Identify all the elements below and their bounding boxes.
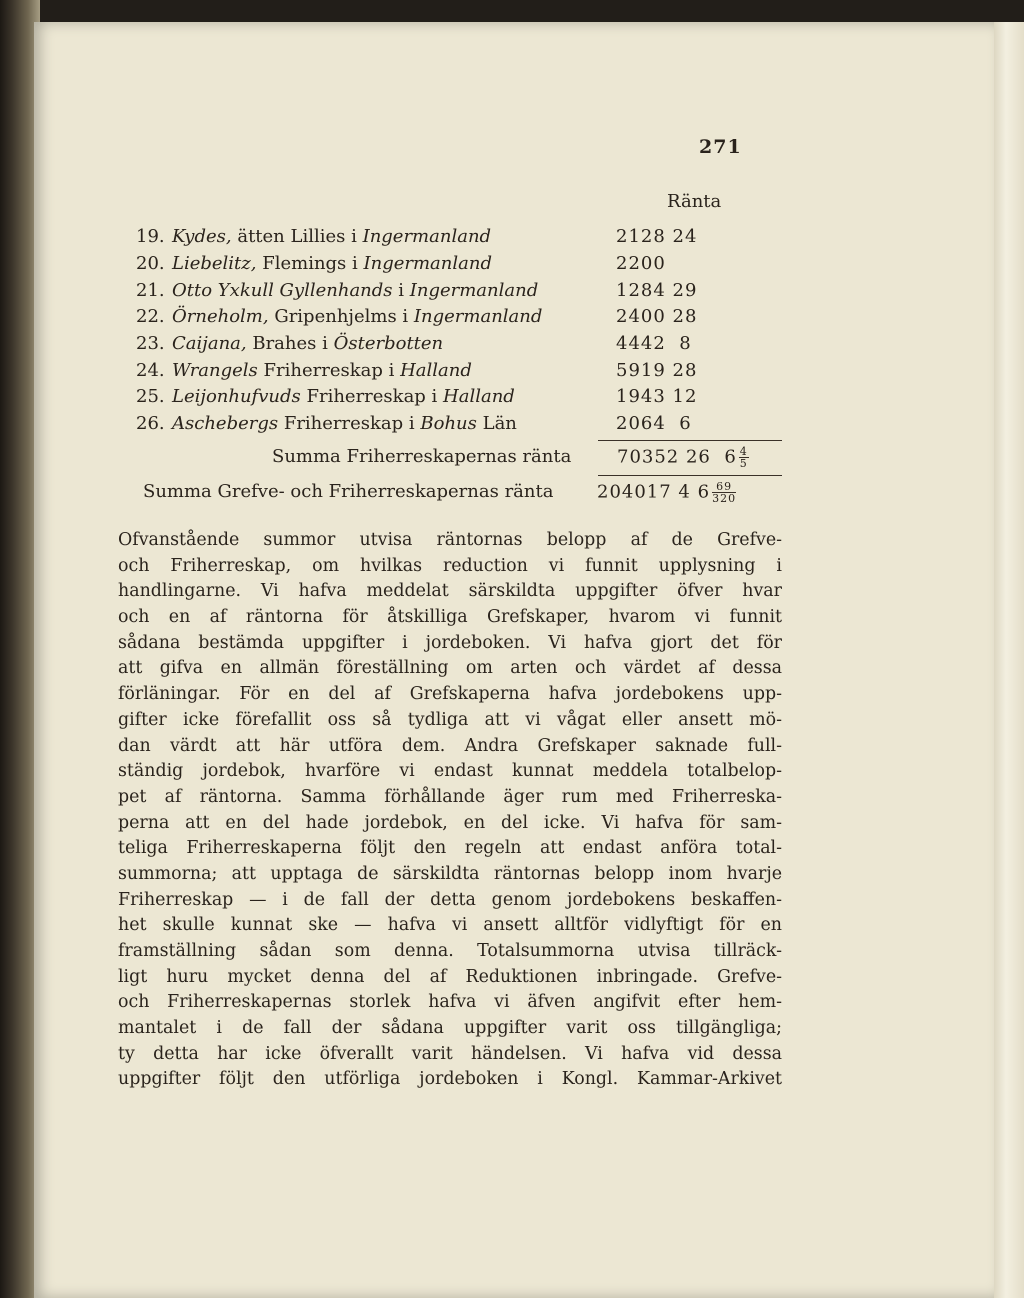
entry-name-italic: Aschebergs: [172, 413, 279, 434]
paragraph-line: framställning sådan som denna. Totalsummorna utvisa tillräck-: [118, 941, 782, 961]
entry-ranta-value: 2128 24: [616, 226, 698, 247]
entry-name-italic: Örneholm,: [172, 306, 269, 327]
paragraph-line: pet af räntorna. Samma förhållande äger rum med Friherreska-: [118, 786, 782, 807]
entry-place: Halland: [443, 386, 515, 407]
paragraph-line: perna att en del hade jordebok, en del icke. Vi hafva för sam-: [118, 812, 782, 833]
paragraph-line: mantalet i de fall der sådana uppgifter varit oss tillgängliga;: [118, 1018, 782, 1039]
entry-place-suffix: Län: [476, 413, 517, 434]
sum-total-label: Summa Grefve- och Friherreskapernas ränta: [143, 481, 554, 502]
paragraph-line: och Friherreskapernas storlek hafva vi äfven angifvit efter hem-: [118, 992, 782, 1013]
entry-ranta-value: 1943 12: [616, 386, 698, 407]
page-number: 271: [699, 136, 742, 158]
entry-number: 19.: [136, 226, 165, 247]
entry-ranta-value: 4442 8: [616, 333, 692, 354]
entry-place: Ingermanland: [413, 306, 543, 327]
entry-name: [172, 360, 472, 381]
paragraph-line: teliga Friherreskaperna följt den regeln att endast anföra total-: [118, 838, 782, 859]
page-edge-right: [994, 22, 1024, 1298]
sum-rule-bottom: [598, 475, 782, 476]
entry-name: [172, 386, 515, 407]
entry-ranta-value: 2064 6: [616, 413, 692, 434]
scan-background-top: [0, 0, 1024, 22]
entry-name: [172, 226, 491, 247]
paragraph-line: Friherreskap — i de fall der detta genom jordebokens beskaffen-: [118, 889, 782, 910]
paragraph-line: handlingarne. Vi hafva meddelat särskildta uppgifter öfver hvar: [118, 581, 782, 602]
paragraph-line: summorna; att upptaga de särskildta räntornas belopp inom hvarje: [118, 863, 782, 884]
entry-name-italic: Wrangels: [172, 360, 258, 381]
entry-number: 20.: [136, 253, 165, 274]
entry-number: 21.: [136, 280, 165, 301]
entry-name-rest: Flemings i: [256, 253, 364, 274]
entry-name-rest: Gripenhjelms i: [268, 306, 414, 327]
entry-name-rest: Friherreskap i: [257, 360, 401, 381]
paragraph-line: dan värdt att här utföra dem. Andra Grefskaper saknade full-: [118, 735, 782, 756]
sum-friherreskap-value: 70352 26 6 $\frac{4}{5}$: [617, 445, 748, 470]
paragraph-line: förläningar. För en del af Grefskaperna hafva jordebokens upp-: [118, 684, 782, 705]
entry-number: 26.: [136, 413, 165, 434]
entry-place: Bohus: [420, 413, 477, 434]
paragraph-line: gifter icke förefallit oss så tydliga att vi vågat eller ansett mö-: [118, 709, 782, 730]
entry-name-rest: Friherreskap i: [300, 386, 444, 407]
paragraph-line: sådana bestämda uppgifter i jordeboken. Vi hafva gjort det för: [118, 632, 782, 653]
entry-name-rest: Friherreskap i: [278, 413, 421, 434]
entry-place: Österbotten: [333, 333, 444, 354]
entry-name-rest: i: [392, 280, 410, 301]
entry-place: Ingermanland: [362, 226, 492, 247]
entry-number: 25.: [136, 386, 165, 407]
entry-ranta-value: 2200: [616, 253, 666, 274]
paragraph-line: att gifva en allmän föreställning om arten och värdet af dessa: [118, 658, 782, 679]
entry-name: [172, 413, 517, 434]
entry-name-italic: Caijana,: [172, 333, 247, 354]
paragraph-line: ty detta har icke öfverallt varit händelsen. Vi hafva vid dessa: [118, 1043, 782, 1064]
entry-name-italic: Otto Yxkull Gyllenhands: [172, 280, 393, 301]
paragraph-line: Ofvanstående summor utvisa räntornas belopp af de Grefve-: [118, 530, 782, 550]
entry-place: Ingermanland: [409, 280, 539, 301]
entry-ranta-value: 5919 28: [616, 360, 698, 381]
paragraph-line: och en af räntorna för åtskilliga Grefskaper, hvarom vi funnit: [118, 607, 782, 628]
entry-number: 24.: [136, 360, 165, 381]
entry-name: [172, 306, 542, 327]
entry-name-italic: Leijonhufvuds: [172, 386, 301, 407]
entry-name-rest: ätten Lillies i: [231, 226, 363, 247]
entry-name-italic: Kydes,: [172, 226, 232, 247]
entry-name: [172, 253, 492, 274]
column-header-ranta: Ränta: [667, 191, 722, 212]
entry-ranta-value: 2400 28: [616, 306, 698, 327]
paragraph-line: och Friherreskap, om hvilkas reduction vi funnit upplysning i: [118, 555, 782, 576]
entry-place: Halland: [400, 360, 472, 381]
entry-number: 23.: [136, 333, 165, 354]
paragraph-line: het skulle kunnat ske — hafva vi ansett alltför vidlyftigt för en: [118, 915, 782, 936]
entry-number: 22.: [136, 306, 165, 327]
sum-total-value: 204017 4 6 $\frac{69}{320}$: [597, 480, 737, 505]
sum-friherreskap-label: Summa Friherreskapernas ränta: [272, 446, 572, 467]
entry-name: [172, 280, 538, 301]
entry-name: [172, 333, 443, 354]
entry-place: Ingermanland: [363, 253, 492, 274]
body-paragraph: [118, 528, 782, 1093]
paragraph-line: ständig jordebok, hvarföre vi endast kunnat meddela totalbelop-: [118, 761, 782, 782]
entry-name-italic: Liebelitz,: [172, 253, 257, 274]
paragraph-line: ligt huru mycket denna del af Reduktionen inbringade. Grefve-: [118, 966, 782, 987]
sum-rule-top: [598, 440, 782, 441]
entry-ranta-value: 1284 29: [616, 280, 698, 301]
paragraph-line: uppgifter följt den utförliga jordeboken i Kongl. Kammar-Arkivet: [118, 1069, 782, 1090]
entry-name-rest: Brahes i: [246, 333, 334, 354]
